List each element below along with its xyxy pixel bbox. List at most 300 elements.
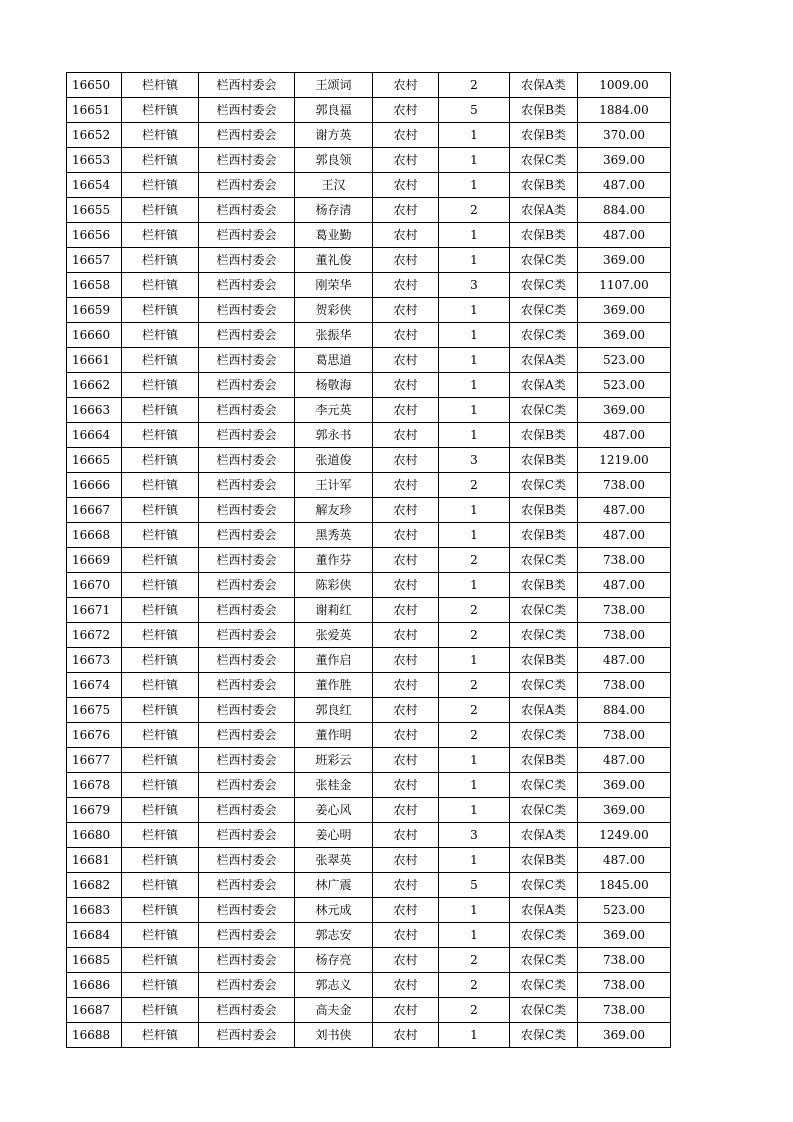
category-cell: 农保B类 <box>510 648 578 673</box>
name-cell: 林广震 <box>295 873 373 898</box>
area-type-cell: 农村 <box>373 873 439 898</box>
area-type-cell: 农村 <box>373 948 439 973</box>
town-cell: 栏杆镇 <box>122 723 199 748</box>
name-cell: 黑秀英 <box>295 523 373 548</box>
area-type-cell: 农村 <box>373 1023 439 1048</box>
amount-cell: 487.00 <box>578 648 671 673</box>
table-row <box>67 848 671 873</box>
category-cell: 农保B类 <box>510 523 578 548</box>
category-cell: 农保C类 <box>510 598 578 623</box>
village-cell: 栏西村委会 <box>199 798 295 823</box>
table-row <box>67 323 671 348</box>
village-cell: 栏西村委会 <box>199 98 295 123</box>
row-id-cell: 16664 <box>67 423 122 448</box>
town-cell: 栏杆镇 <box>122 873 199 898</box>
village-cell: 栏西村委会 <box>199 523 295 548</box>
town-cell: 栏杆镇 <box>122 548 199 573</box>
village-cell: 栏西村委会 <box>199 848 295 873</box>
table-row <box>67 898 671 923</box>
area-type-cell: 农村 <box>373 998 439 1023</box>
count-cell: 2 <box>439 73 510 98</box>
amount-cell: 369.00 <box>578 248 671 273</box>
row-id-cell: 16682 <box>67 873 122 898</box>
amount-cell: 523.00 <box>578 898 671 923</box>
town-cell: 栏杆镇 <box>122 948 199 973</box>
amount-cell: 738.00 <box>578 998 671 1023</box>
name-cell: 张桂金 <box>295 773 373 798</box>
count-cell: 1 <box>439 223 510 248</box>
village-cell: 栏西村委会 <box>199 773 295 798</box>
row-id-cell: 16678 <box>67 773 122 798</box>
count-cell: 2 <box>439 948 510 973</box>
category-cell: 农保B类 <box>510 173 578 198</box>
amount-cell: 1249.00 <box>578 823 671 848</box>
table-row <box>67 148 671 173</box>
amount-cell: 370.00 <box>578 123 671 148</box>
table-row <box>67 98 671 123</box>
town-cell: 栏杆镇 <box>122 373 199 398</box>
table-row <box>67 573 671 598</box>
count-cell: 1 <box>439 298 510 323</box>
row-id-cell: 16654 <box>67 173 122 198</box>
category-cell: 农保C类 <box>510 548 578 573</box>
name-cell: 董作胜 <box>295 673 373 698</box>
table-row <box>67 673 671 698</box>
table-row <box>67 473 671 498</box>
row-id-cell: 16655 <box>67 198 122 223</box>
area-type-cell: 农村 <box>373 398 439 423</box>
table-row <box>67 173 671 198</box>
area-type-cell: 农村 <box>373 723 439 748</box>
table-row <box>67 748 671 773</box>
town-cell: 栏杆镇 <box>122 98 199 123</box>
category-cell: 农保C类 <box>510 398 578 423</box>
area-type-cell: 农村 <box>373 473 439 498</box>
category-cell: 农保A类 <box>510 898 578 923</box>
table-row <box>67 1023 671 1048</box>
table-row <box>67 798 671 823</box>
table-row <box>67 648 671 673</box>
village-cell: 栏西村委会 <box>199 348 295 373</box>
town-cell: 栏杆镇 <box>122 1023 199 1048</box>
area-type-cell: 农村 <box>373 373 439 398</box>
town-cell: 栏杆镇 <box>122 248 199 273</box>
category-cell: 农保C类 <box>510 873 578 898</box>
category-cell: 农保C类 <box>510 623 578 648</box>
town-cell: 栏杆镇 <box>122 148 199 173</box>
table-row <box>67 123 671 148</box>
count-cell: 2 <box>439 723 510 748</box>
table-row <box>67 873 671 898</box>
name-cell: 董礼俊 <box>295 248 373 273</box>
row-id-cell: 16679 <box>67 798 122 823</box>
amount-cell: 487.00 <box>578 223 671 248</box>
name-cell: 谢方英 <box>295 123 373 148</box>
town-cell: 栏杆镇 <box>122 623 199 648</box>
row-id-cell: 16671 <box>67 598 122 623</box>
count-cell: 2 <box>439 548 510 573</box>
name-cell: 董作启 <box>295 648 373 673</box>
table-row <box>67 423 671 448</box>
town-cell: 栏杆镇 <box>122 298 199 323</box>
table-row <box>67 523 671 548</box>
amount-cell: 738.00 <box>578 973 671 998</box>
town-cell: 栏杆镇 <box>122 173 199 198</box>
village-cell: 栏西村委会 <box>199 823 295 848</box>
count-cell: 1 <box>439 848 510 873</box>
village-cell: 栏西村委会 <box>199 898 295 923</box>
row-id-cell: 16650 <box>67 73 122 98</box>
name-cell: 贺彩侠 <box>295 298 373 323</box>
row-id-cell: 16687 <box>67 998 122 1023</box>
count-cell: 3 <box>439 448 510 473</box>
category-cell: 农保C类 <box>510 298 578 323</box>
town-cell: 栏杆镇 <box>122 323 199 348</box>
area-type-cell: 农村 <box>373 673 439 698</box>
name-cell: 郭志义 <box>295 973 373 998</box>
name-cell: 杨敬海 <box>295 373 373 398</box>
area-type-cell: 农村 <box>373 448 439 473</box>
amount-cell: 369.00 <box>578 923 671 948</box>
amount-cell: 738.00 <box>578 723 671 748</box>
town-cell: 栏杆镇 <box>122 448 199 473</box>
village-cell: 栏西村委会 <box>199 248 295 273</box>
town-cell: 栏杆镇 <box>122 848 199 873</box>
table-row <box>67 448 671 473</box>
table-row <box>67 548 671 573</box>
row-id-cell: 16686 <box>67 973 122 998</box>
table-row <box>67 823 671 848</box>
category-cell: 农保C类 <box>510 773 578 798</box>
village-cell: 栏西村委会 <box>199 148 295 173</box>
area-type-cell: 农村 <box>373 248 439 273</box>
category-cell: 农保C类 <box>510 148 578 173</box>
amount-cell: 487.00 <box>578 748 671 773</box>
amount-cell: 487.00 <box>578 173 671 198</box>
town-cell: 栏杆镇 <box>122 423 199 448</box>
amount-cell: 487.00 <box>578 573 671 598</box>
row-id-cell: 16674 <box>67 673 122 698</box>
town-cell: 栏杆镇 <box>122 198 199 223</box>
amount-cell: 738.00 <box>578 673 671 698</box>
village-cell: 栏西村委会 <box>199 498 295 523</box>
town-cell: 栏杆镇 <box>122 673 199 698</box>
amount-cell: 738.00 <box>578 473 671 498</box>
category-cell: 农保B类 <box>510 98 578 123</box>
category-cell: 农保B类 <box>510 423 578 448</box>
count-cell: 1 <box>439 923 510 948</box>
amount-cell: 738.00 <box>578 548 671 573</box>
count-cell: 5 <box>439 98 510 123</box>
count-cell: 5 <box>439 873 510 898</box>
table-row <box>67 723 671 748</box>
town-cell: 栏杆镇 <box>122 123 199 148</box>
count-cell: 1 <box>439 123 510 148</box>
name-cell: 杨存清 <box>295 198 373 223</box>
row-id-cell: 16681 <box>67 848 122 873</box>
count-cell: 1 <box>439 373 510 398</box>
name-cell: 张爱英 <box>295 623 373 648</box>
table-row <box>67 998 671 1023</box>
count-cell: 3 <box>439 823 510 848</box>
amount-cell: 487.00 <box>578 423 671 448</box>
village-cell: 栏西村委会 <box>199 748 295 773</box>
row-id-cell: 16669 <box>67 548 122 573</box>
row-id-cell: 16672 <box>67 623 122 648</box>
row-id-cell: 16673 <box>67 648 122 673</box>
count-cell: 1 <box>439 323 510 348</box>
count-cell: 3 <box>439 273 510 298</box>
row-id-cell: 16659 <box>67 298 122 323</box>
category-cell: 农保A类 <box>510 823 578 848</box>
category-cell: 农保A类 <box>510 373 578 398</box>
row-id-cell: 16667 <box>67 498 122 523</box>
village-cell: 栏西村委会 <box>199 548 295 573</box>
town-cell: 栏杆镇 <box>122 498 199 523</box>
row-id-cell: 16665 <box>67 448 122 473</box>
town-cell: 栏杆镇 <box>122 573 199 598</box>
village-cell: 栏西村委会 <box>199 448 295 473</box>
amount-cell: 1107.00 <box>578 273 671 298</box>
table-row <box>67 948 671 973</box>
village-cell: 栏西村委会 <box>199 423 295 448</box>
row-id-cell: 16668 <box>67 523 122 548</box>
category-cell: 农保A类 <box>510 73 578 98</box>
town-cell: 栏杆镇 <box>122 823 199 848</box>
name-cell: 王计军 <box>295 473 373 498</box>
village-cell: 栏西村委会 <box>199 673 295 698</box>
row-id-cell: 16670 <box>67 573 122 598</box>
village-cell: 栏西村委会 <box>199 373 295 398</box>
category-cell: 农保C类 <box>510 948 578 973</box>
name-cell: 郭志安 <box>295 923 373 948</box>
village-cell: 栏西村委会 <box>199 873 295 898</box>
area-type-cell: 农村 <box>373 348 439 373</box>
category-cell: 农保C类 <box>510 973 578 998</box>
name-cell: 郭良福 <box>295 98 373 123</box>
amount-cell: 369.00 <box>578 798 671 823</box>
row-id-cell: 16685 <box>67 948 122 973</box>
amount-cell: 369.00 <box>578 298 671 323</box>
village-cell: 栏西村委会 <box>199 648 295 673</box>
village-cell: 栏西村委会 <box>199 623 295 648</box>
amount-cell: 1219.00 <box>578 448 671 473</box>
name-cell: 班彩云 <box>295 748 373 773</box>
village-cell: 栏西村委会 <box>199 173 295 198</box>
town-cell: 栏杆镇 <box>122 273 199 298</box>
count-cell: 1 <box>439 898 510 923</box>
count-cell: 2 <box>439 473 510 498</box>
amount-cell: 884.00 <box>578 198 671 223</box>
town-cell: 栏杆镇 <box>122 348 199 373</box>
row-id-cell: 16652 <box>67 123 122 148</box>
town-cell: 栏杆镇 <box>122 773 199 798</box>
area-type-cell: 农村 <box>373 973 439 998</box>
area-type-cell: 农村 <box>373 848 439 873</box>
village-cell: 栏西村委会 <box>199 598 295 623</box>
village-cell: 栏西村委会 <box>199 948 295 973</box>
row-id-cell: 16684 <box>67 923 122 948</box>
area-type-cell: 农村 <box>373 123 439 148</box>
table-row <box>67 923 671 948</box>
village-cell: 栏西村委会 <box>199 73 295 98</box>
table-row <box>67 398 671 423</box>
count-cell: 1 <box>439 648 510 673</box>
count-cell: 1 <box>439 798 510 823</box>
count-cell: 1 <box>439 173 510 198</box>
area-type-cell: 农村 <box>373 523 439 548</box>
row-id-cell: 16688 <box>67 1023 122 1048</box>
category-cell: 农保C类 <box>510 723 578 748</box>
town-cell: 栏杆镇 <box>122 923 199 948</box>
name-cell: 郭永书 <box>295 423 373 448</box>
count-cell: 1 <box>439 398 510 423</box>
category-cell: 农保B类 <box>510 748 578 773</box>
town-cell: 栏杆镇 <box>122 698 199 723</box>
table-row <box>67 348 671 373</box>
village-cell: 栏西村委会 <box>199 473 295 498</box>
table-row <box>67 973 671 998</box>
town-cell: 栏杆镇 <box>122 973 199 998</box>
category-cell: 农保C类 <box>510 998 578 1023</box>
town-cell: 栏杆镇 <box>122 898 199 923</box>
name-cell: 陈彩侠 <box>295 573 373 598</box>
name-cell: 解友珍 <box>295 498 373 523</box>
area-type-cell: 农村 <box>373 148 439 173</box>
count-cell: 1 <box>439 498 510 523</box>
name-cell: 张翠英 <box>295 848 373 873</box>
category-cell: 农保C类 <box>510 798 578 823</box>
amount-cell: 369.00 <box>578 323 671 348</box>
area-type-cell: 农村 <box>373 73 439 98</box>
name-cell: 王汉 <box>295 173 373 198</box>
town-cell: 栏杆镇 <box>122 748 199 773</box>
town-cell: 栏杆镇 <box>122 648 199 673</box>
category-cell: 农保B类 <box>510 223 578 248</box>
row-id-cell: 16663 <box>67 398 122 423</box>
amount-cell: 884.00 <box>578 698 671 723</box>
table-row <box>67 298 671 323</box>
village-cell: 栏西村委会 <box>199 123 295 148</box>
village-cell: 栏西村委会 <box>199 973 295 998</box>
count-cell: 2 <box>439 998 510 1023</box>
table-row <box>67 698 671 723</box>
amount-cell: 369.00 <box>578 148 671 173</box>
village-cell: 栏西村委会 <box>199 198 295 223</box>
table-row <box>67 198 671 223</box>
count-cell: 1 <box>439 573 510 598</box>
category-cell: 农保B类 <box>510 498 578 523</box>
area-type-cell: 农村 <box>373 298 439 323</box>
area-type-cell: 农村 <box>373 198 439 223</box>
row-id-cell: 16661 <box>67 348 122 373</box>
amount-cell: 738.00 <box>578 598 671 623</box>
area-type-cell: 农村 <box>373 423 439 448</box>
name-cell: 王颂词 <box>295 73 373 98</box>
row-id-cell: 16675 <box>67 698 122 723</box>
area-type-cell: 农村 <box>373 823 439 848</box>
town-cell: 栏杆镇 <box>122 398 199 423</box>
table-row <box>67 773 671 798</box>
town-cell: 栏杆镇 <box>122 598 199 623</box>
row-id-cell: 16677 <box>67 748 122 773</box>
category-cell: 农保C类 <box>510 923 578 948</box>
amount-cell: 1009.00 <box>578 73 671 98</box>
count-cell: 1 <box>439 248 510 273</box>
area-type-cell: 农村 <box>373 573 439 598</box>
row-id-cell: 16660 <box>67 323 122 348</box>
category-cell: 农保B类 <box>510 448 578 473</box>
category-cell: 农保B类 <box>510 573 578 598</box>
row-id-cell: 16651 <box>67 98 122 123</box>
row-id-cell: 16662 <box>67 373 122 398</box>
row-id-cell: 16680 <box>67 823 122 848</box>
category-cell: 农保A类 <box>510 198 578 223</box>
name-cell: 张道俊 <box>295 448 373 473</box>
category-cell: 农保C类 <box>510 473 578 498</box>
row-id-cell: 16653 <box>67 148 122 173</box>
row-id-cell: 16658 <box>67 273 122 298</box>
name-cell: 郭良红 <box>295 698 373 723</box>
area-type-cell: 农村 <box>373 323 439 348</box>
name-cell: 刚荣华 <box>295 273 373 298</box>
area-type-cell: 农村 <box>373 623 439 648</box>
area-type-cell: 农村 <box>373 923 439 948</box>
town-cell: 栏杆镇 <box>122 473 199 498</box>
name-cell: 姜心风 <box>295 798 373 823</box>
table-row <box>67 223 671 248</box>
count-cell: 2 <box>439 698 510 723</box>
village-cell: 栏西村委会 <box>199 323 295 348</box>
name-cell: 葛思道 <box>295 348 373 373</box>
row-id-cell: 16683 <box>67 898 122 923</box>
count-cell: 1 <box>439 773 510 798</box>
name-cell: 李元英 <box>295 398 373 423</box>
amount-cell: 487.00 <box>578 523 671 548</box>
village-cell: 栏西村委会 <box>199 1023 295 1048</box>
area-type-cell: 农村 <box>373 898 439 923</box>
area-type-cell: 农村 <box>373 173 439 198</box>
count-cell: 1 <box>439 1023 510 1048</box>
count-cell: 2 <box>439 973 510 998</box>
category-cell: 农保B类 <box>510 848 578 873</box>
area-type-cell: 农村 <box>373 548 439 573</box>
category-cell: 农保A类 <box>510 698 578 723</box>
village-cell: 栏西村委会 <box>199 398 295 423</box>
table-row <box>67 248 671 273</box>
table-row <box>67 623 671 648</box>
data-table <box>66 72 671 1048</box>
name-cell: 董作明 <box>295 723 373 748</box>
amount-cell: 523.00 <box>578 348 671 373</box>
amount-cell: 1845.00 <box>578 873 671 898</box>
table-row <box>67 273 671 298</box>
name-cell: 刘书侠 <box>295 1023 373 1048</box>
amount-cell: 1884.00 <box>578 98 671 123</box>
row-id-cell: 16666 <box>67 473 122 498</box>
amount-cell: 487.00 <box>578 498 671 523</box>
amount-cell: 369.00 <box>578 398 671 423</box>
area-type-cell: 农村 <box>373 698 439 723</box>
row-id-cell: 16656 <box>67 223 122 248</box>
area-type-cell: 农村 <box>373 273 439 298</box>
town-cell: 栏杆镇 <box>122 798 199 823</box>
category-cell: 农保B类 <box>510 123 578 148</box>
name-cell: 谢莉红 <box>295 598 373 623</box>
amount-cell: 523.00 <box>578 373 671 398</box>
town-cell: 栏杆镇 <box>122 223 199 248</box>
village-cell: 栏西村委会 <box>199 998 295 1023</box>
